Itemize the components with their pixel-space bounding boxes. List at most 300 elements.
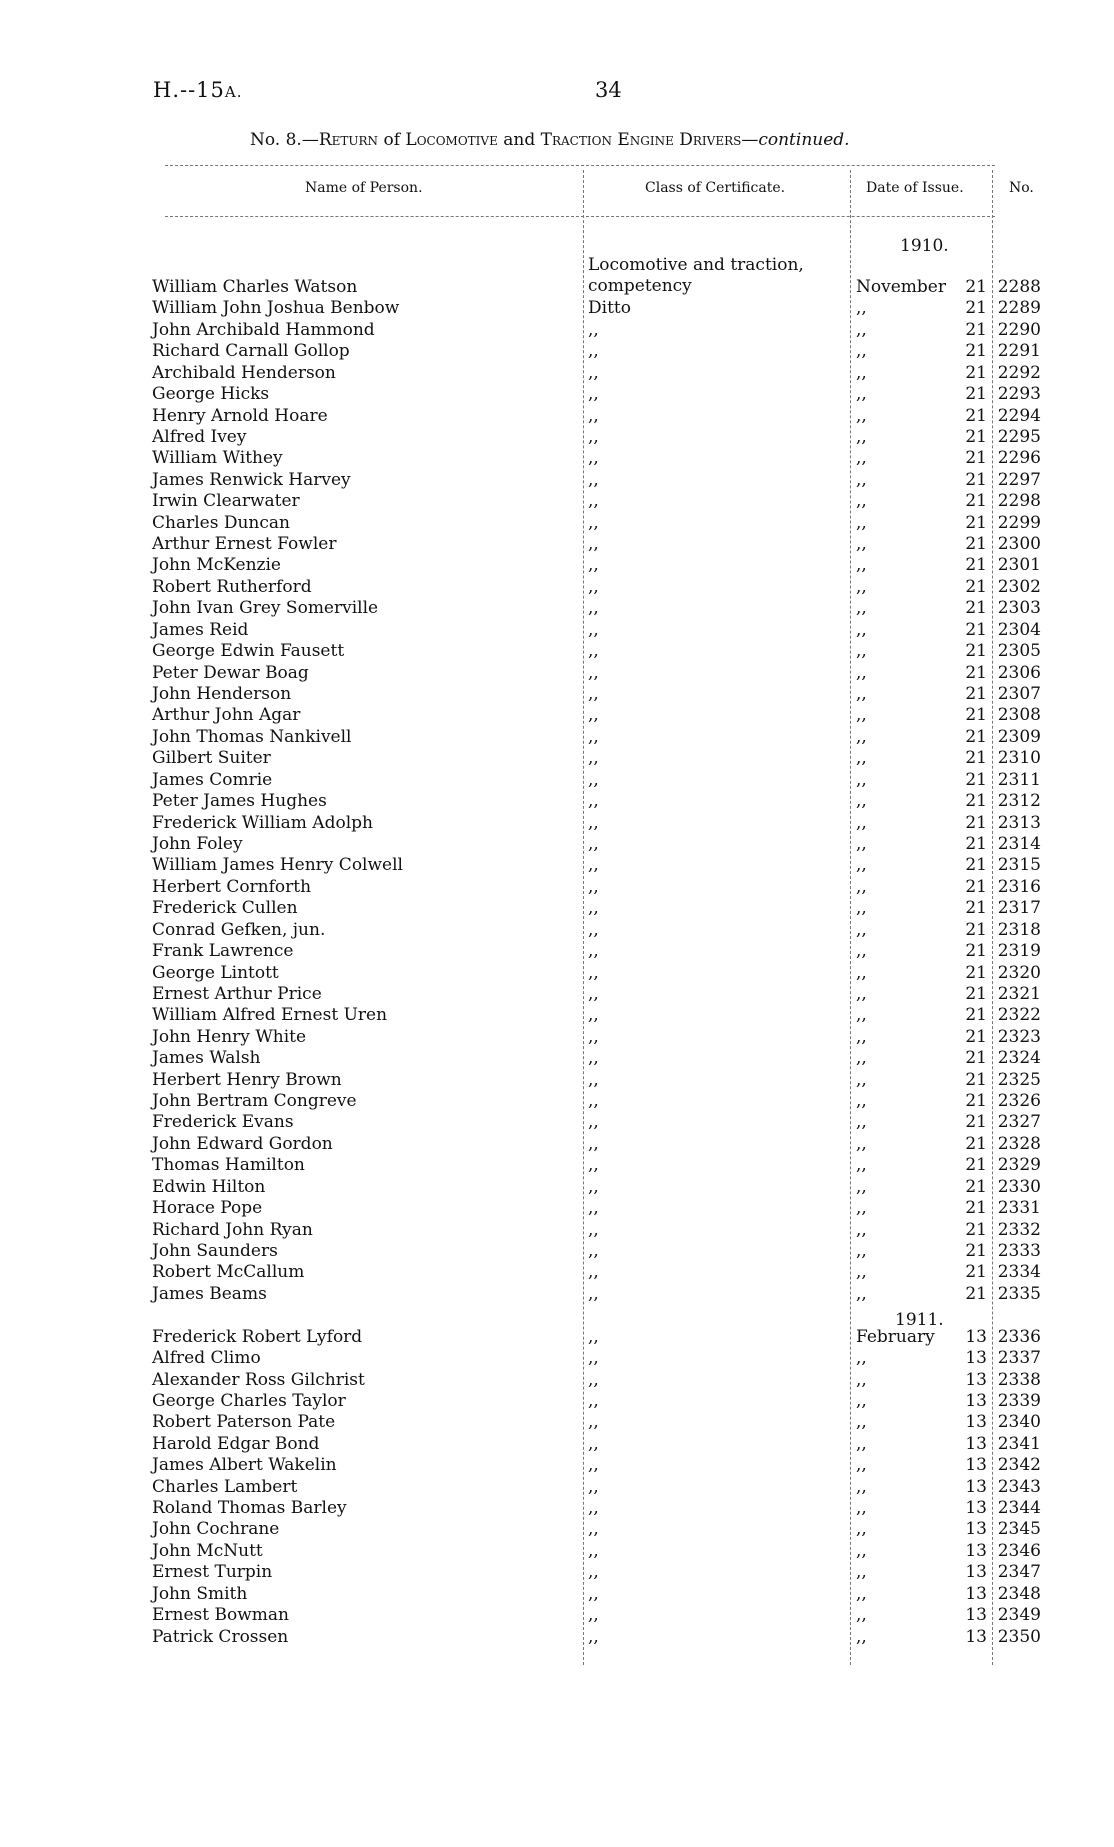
certificate-class xyxy=(580,1518,856,1539)
issue-date xyxy=(856,1068,991,1089)
table-row xyxy=(152,640,1041,661)
ditto-mark: ,, xyxy=(588,576,599,597)
certificate-number: 2345 xyxy=(997,1519,1041,1540)
certificate-class xyxy=(580,1368,856,1389)
driver-name: James Comrie xyxy=(152,769,273,790)
issue-date xyxy=(856,447,991,468)
issue-day: 21 xyxy=(965,534,987,555)
driver-name: Frederick William Adolph xyxy=(152,812,373,833)
driver-name: Archibald Henderson xyxy=(152,362,336,383)
ditto-mark: ,, xyxy=(588,1240,599,1261)
ditto-mark: ,, xyxy=(856,1369,867,1390)
issue-date xyxy=(856,1090,991,1111)
column-header-class: Class of Certificate. xyxy=(645,180,786,196)
certificate-number: 2343 xyxy=(997,1476,1041,1497)
issue-date xyxy=(856,833,991,854)
table-row xyxy=(152,1539,1041,1560)
issue-day: 21 xyxy=(965,426,987,447)
certificate-number: 2290 xyxy=(997,319,1041,340)
certificate-number: 2325 xyxy=(997,1069,1041,1090)
ditto-mark: ,, xyxy=(588,684,599,705)
driver-name: Richard Carnall Gollop xyxy=(152,341,350,362)
issue-day: 21 xyxy=(965,769,987,790)
certificate-class xyxy=(580,1197,856,1218)
ditto-mark: ,, xyxy=(856,1069,867,1090)
certificate-class: Locomotive and traction, competency xyxy=(588,255,804,296)
issue-day: 21 xyxy=(965,491,987,512)
ditto-mark: ,, xyxy=(856,748,867,769)
ditto-mark: ,, xyxy=(588,791,599,812)
ditto-mark: ,, xyxy=(856,405,867,426)
driver-name: George Hicks xyxy=(152,384,270,405)
ditto-mark: ,, xyxy=(856,1412,867,1433)
driver-name: Gilbert Suiter xyxy=(152,748,271,769)
table-row xyxy=(152,983,1041,1004)
certificate-number: 2344 xyxy=(997,1498,1041,1519)
certificate-class xyxy=(580,318,856,339)
table-row xyxy=(152,383,1041,404)
year-spacer-row xyxy=(152,1304,1041,1325)
issue-date xyxy=(856,1325,991,1346)
table-row xyxy=(152,704,1041,725)
certificate-class xyxy=(580,297,856,318)
certificate-class xyxy=(580,511,856,532)
certificate-number: 2313 xyxy=(997,812,1041,833)
issue-day: 21 xyxy=(965,876,987,897)
driver-name: John Foley xyxy=(152,833,243,854)
issue-day: 21 xyxy=(965,1091,987,1112)
issue-date xyxy=(856,1582,991,1603)
table-row xyxy=(152,1411,1041,1432)
issue-day: 21 xyxy=(965,1219,987,1240)
header-top-rule xyxy=(165,165,995,166)
driver-name: Ernest Arthur Price xyxy=(152,983,322,1004)
column-header-date: Date of Issue. xyxy=(866,180,964,196)
ditto-mark: ,, xyxy=(588,919,599,940)
ditto-mark: ,, xyxy=(856,298,867,319)
ditto-mark: ,, xyxy=(856,619,867,640)
issue-date xyxy=(856,983,991,1004)
ditto-mark: ,, xyxy=(856,1455,867,1476)
certificate-number: 2315 xyxy=(997,855,1041,876)
issue-day: 13 xyxy=(965,1605,987,1626)
certificate-class xyxy=(580,768,856,789)
ditto-mark: ,, xyxy=(856,341,867,362)
ditto-mark: ,, xyxy=(588,1540,599,1561)
certificate-number: 2339 xyxy=(997,1390,1041,1411)
ditto-mark: ,, xyxy=(856,962,867,983)
table-row xyxy=(152,854,1041,875)
ditto-mark: ,, xyxy=(588,876,599,897)
certificate-class xyxy=(580,1454,856,1475)
ditto-mark: ,, xyxy=(856,576,867,597)
issue-date xyxy=(856,1604,991,1625)
issue-day: 21 xyxy=(965,919,987,940)
issue-date xyxy=(856,961,991,982)
driver-name: William Withey xyxy=(152,448,283,469)
driver-name: John Henderson xyxy=(152,684,292,705)
certificate-number: 2317 xyxy=(997,898,1041,919)
table-row xyxy=(152,1582,1041,1603)
certificate-class xyxy=(580,704,856,725)
ditto-mark: ,, xyxy=(856,983,867,1004)
driver-name: John Henry White xyxy=(152,1026,307,1047)
certificate-number: 2324 xyxy=(997,1048,1041,1069)
certificate-class xyxy=(580,1132,856,1153)
driver-name: Alexander Ross Gilchrist xyxy=(152,1369,365,1390)
driver-name: Henry Arnold Hoare xyxy=(152,405,328,426)
issue-month: November xyxy=(856,277,946,297)
ditto-mark: ,, xyxy=(588,705,599,726)
issue-day: 21 xyxy=(965,448,987,469)
driver-name: James Beams xyxy=(152,1283,267,1304)
table-row xyxy=(152,597,1041,618)
table-row xyxy=(152,1111,1041,1132)
table-row xyxy=(152,1047,1041,1068)
issue-day: 21 xyxy=(965,1133,987,1154)
issue-day: 21 xyxy=(965,898,987,919)
driver-name: James Albert Wakelin xyxy=(152,1455,337,1476)
issue-date xyxy=(856,1175,991,1196)
certificate-number: 2346 xyxy=(997,1540,1041,1561)
certificate-class xyxy=(580,404,856,425)
table-row xyxy=(152,875,1041,896)
certificate-class xyxy=(580,725,856,746)
issue-date xyxy=(856,1390,991,1411)
driver-name: John Ivan Grey Somerville xyxy=(152,598,379,619)
table-row xyxy=(152,1325,1041,1346)
certificate-number: 2333 xyxy=(997,1240,1041,1261)
certificate-number: 2299 xyxy=(997,512,1041,533)
issue-day: 21 xyxy=(965,1069,987,1090)
certificate-class xyxy=(580,618,856,639)
ditto-mark: ,, xyxy=(856,512,867,533)
driver-name: Frederick Evans xyxy=(152,1112,294,1133)
ditto-mark: ,, xyxy=(588,534,599,555)
ditto-mark: ,, xyxy=(588,426,599,447)
certificate-number: 2319 xyxy=(997,941,1041,962)
ditto-mark: ,, xyxy=(856,791,867,812)
certificate-number: 2292 xyxy=(997,362,1041,383)
certificate-number: 2312 xyxy=(997,791,1041,812)
ditto-mark: ,, xyxy=(856,726,867,747)
driver-name: Peter Dewar Boag xyxy=(152,662,309,683)
issue-date xyxy=(856,725,991,746)
certificate-class xyxy=(580,640,856,661)
issue-date xyxy=(856,854,991,875)
issue-date xyxy=(856,533,991,554)
table-row xyxy=(152,1090,1041,1111)
document-reference: H.--15A. xyxy=(153,78,243,102)
issue-date xyxy=(856,1025,991,1046)
issue-date xyxy=(856,1625,991,1646)
issue-day: 21 xyxy=(965,684,987,705)
driver-name: William Charles Watson xyxy=(152,277,358,297)
certificate-number: 2348 xyxy=(997,1583,1041,1604)
certificate-number: 2340 xyxy=(997,1412,1041,1433)
issue-day: 21 xyxy=(965,576,987,597)
certificate-number: 2320 xyxy=(997,962,1041,983)
driver-name: James Reid xyxy=(152,619,249,640)
table-row xyxy=(152,1025,1041,1046)
table-row xyxy=(152,1604,1041,1625)
certificate-number: 2337 xyxy=(997,1348,1041,1369)
table-row xyxy=(152,511,1041,532)
ditto-mark: ,, xyxy=(588,1091,599,1112)
certificate-number: 2305 xyxy=(997,641,1041,662)
ditto-mark: ,, xyxy=(856,1390,867,1411)
driver-name: Herbert Henry Brown xyxy=(152,1069,342,1090)
issue-date xyxy=(856,511,991,532)
issue-date xyxy=(856,426,991,447)
issue-date xyxy=(856,1282,991,1303)
issue-day: 21 xyxy=(965,1176,987,1197)
issue-day: 21 xyxy=(965,384,987,405)
driver-name: George Lintott xyxy=(152,962,279,983)
certificate-number: 2349 xyxy=(997,1605,1041,1626)
ditto-text: Ditto xyxy=(588,298,631,319)
ditto-mark: ,, xyxy=(856,1240,867,1261)
certificate-class xyxy=(580,1218,856,1239)
driver-name: John Bertram Congreve xyxy=(152,1091,357,1112)
issue-day: 13 xyxy=(965,1433,987,1454)
table-row xyxy=(152,297,1041,318)
ditto-mark: ,, xyxy=(856,491,867,512)
ditto-mark: ,, xyxy=(588,598,599,619)
table-row xyxy=(152,318,1041,339)
ditto-mark: ,, xyxy=(588,1605,599,1626)
issue-day: 21 xyxy=(965,812,987,833)
issue-date xyxy=(856,404,991,425)
certificate-number: 2314 xyxy=(997,833,1041,854)
issue-day: 13 xyxy=(965,1390,987,1411)
issue-day: 21 xyxy=(965,341,987,362)
certificate-number: 2322 xyxy=(997,1005,1041,1026)
table-row xyxy=(152,255,1041,297)
certificate-class xyxy=(580,533,856,554)
issue-date xyxy=(856,1475,991,1496)
table-row xyxy=(152,1390,1041,1411)
driver-name: Ernest Turpin xyxy=(152,1562,273,1583)
table-row xyxy=(152,1154,1041,1175)
issue-day: 21 xyxy=(965,748,987,769)
issue-date xyxy=(856,640,991,661)
driver-name: George Charles Taylor xyxy=(152,1390,346,1411)
table-row xyxy=(152,1132,1041,1153)
issue-day: 21 xyxy=(965,277,987,297)
issue-date xyxy=(856,554,991,575)
certificate-class xyxy=(580,1111,856,1132)
certificate-number: 2307 xyxy=(997,684,1041,705)
ditto-mark: ,, xyxy=(856,384,867,405)
ditto-mark: ,, xyxy=(588,769,599,790)
certificate-number: 2308 xyxy=(997,705,1041,726)
drivers-table-body xyxy=(152,255,1041,1647)
certificate-number: 2342 xyxy=(997,1455,1041,1476)
ditto-mark: ,, xyxy=(856,426,867,447)
certificate-class xyxy=(580,1561,856,1582)
certificate-number: 2303 xyxy=(997,598,1041,619)
table-row xyxy=(152,1261,1041,1282)
driver-name: William Alfred Ernest Uren xyxy=(152,1005,388,1026)
issue-date xyxy=(856,1047,991,1068)
issue-date xyxy=(856,1561,991,1582)
ditto-mark: ,, xyxy=(588,1069,599,1090)
ditto-mark: ,, xyxy=(588,512,599,533)
certificate-class xyxy=(580,897,856,918)
driver-name: Frederick Cullen xyxy=(152,898,298,919)
driver-name: Peter James Hughes xyxy=(152,791,327,812)
certificate-number: 2327 xyxy=(997,1112,1041,1133)
certificate-class xyxy=(580,468,856,489)
ditto-mark: ,, xyxy=(588,1498,599,1519)
year-1910: 1910. xyxy=(900,236,949,256)
table-row xyxy=(152,1475,1041,1496)
driver-name: Frederick Robert Lyford xyxy=(152,1326,363,1347)
ditto-mark: ,, xyxy=(588,1133,599,1154)
driver-name: William James Henry Colwell xyxy=(152,855,403,876)
ditto-mark: ,, xyxy=(856,641,867,662)
table-row xyxy=(152,575,1041,596)
issue-day: 21 xyxy=(965,298,987,319)
ditto-mark: ,, xyxy=(856,1155,867,1176)
certificate-class xyxy=(580,1025,856,1046)
ditto-mark: ,, xyxy=(588,1026,599,1047)
ditto-mark: ,, xyxy=(588,1562,599,1583)
ditto-mark: ,, xyxy=(856,469,867,490)
issue-date xyxy=(856,361,991,382)
issue-day: 13 xyxy=(965,1326,987,1347)
ditto-mark: ,, xyxy=(856,855,867,876)
column-header-number: No. xyxy=(1009,180,1034,196)
certificate-number: 2329 xyxy=(997,1155,1041,1176)
certificate-class xyxy=(580,683,856,704)
issue-day: 21 xyxy=(965,1240,987,1261)
table-row xyxy=(152,1175,1041,1196)
issue-date xyxy=(856,490,991,511)
issue-date xyxy=(856,747,991,768)
certificate-class xyxy=(580,918,856,939)
column-header-name: Name of Person. xyxy=(305,180,423,196)
issue-day: 13 xyxy=(965,1562,987,1583)
ditto-mark: ,, xyxy=(588,662,599,683)
issue-day: 21 xyxy=(965,641,987,662)
driver-name: John McNutt xyxy=(152,1540,263,1561)
certificate-class xyxy=(580,1154,856,1175)
ditto-mark: ,, xyxy=(588,748,599,769)
driver-name: Alfred Climo xyxy=(152,1348,261,1369)
ditto-mark: ,, xyxy=(856,448,867,469)
ditto-mark: ,, xyxy=(588,405,599,426)
issue-day: 13 xyxy=(965,1583,987,1604)
issue-date xyxy=(856,875,991,896)
ditto-mark: ,, xyxy=(588,1198,599,1219)
certificate-class xyxy=(580,575,856,596)
certificate-number: 2311 xyxy=(997,769,1041,790)
table-row xyxy=(152,1497,1041,1518)
certificate-class xyxy=(580,1539,856,1560)
certificate-number: 2300 xyxy=(997,534,1041,555)
ditto-mark: ,, xyxy=(588,1519,599,1540)
ditto-mark: ,, xyxy=(856,1005,867,1026)
driver-name: John Saunders xyxy=(152,1240,278,1261)
ditto-mark: ,, xyxy=(856,555,867,576)
table-row xyxy=(152,468,1041,489)
table-row xyxy=(152,683,1041,704)
ditto-mark: ,, xyxy=(588,1390,599,1411)
certificate-class xyxy=(580,1282,856,1303)
issue-day: 21 xyxy=(965,555,987,576)
ditto-mark: ,, xyxy=(856,833,867,854)
ditto-mark: ,, xyxy=(856,1026,867,1047)
ditto-mark: ,, xyxy=(588,1455,599,1476)
issue-date xyxy=(856,790,991,811)
certificate-class xyxy=(580,554,856,575)
certificate-class xyxy=(580,961,856,982)
issue-date xyxy=(856,1218,991,1239)
ditto-mark: ,, xyxy=(588,898,599,919)
table-row xyxy=(152,447,1041,468)
ditto-mark: ,, xyxy=(856,1283,867,1304)
ditto-mark: ,, xyxy=(856,1091,867,1112)
certificate-class xyxy=(580,940,856,961)
certificate-class xyxy=(580,1240,856,1261)
table-row xyxy=(152,618,1041,639)
issue-date xyxy=(856,1368,991,1389)
issue-day: 21 xyxy=(965,855,987,876)
ditto-mark: ,, xyxy=(588,1112,599,1133)
table-row xyxy=(152,1218,1041,1239)
certificate-class xyxy=(580,1068,856,1089)
certificate-number: 2332 xyxy=(997,1219,1041,1240)
issue-date xyxy=(856,1518,991,1539)
ditto-mark: ,, xyxy=(856,705,867,726)
ditto-mark: ,, xyxy=(588,491,599,512)
issue-date xyxy=(856,1411,991,1432)
issue-date xyxy=(856,468,991,489)
ditto-mark: ,, xyxy=(856,1540,867,1561)
ditto-mark: ,, xyxy=(588,1326,599,1347)
driver-name: Edwin Hilton xyxy=(152,1176,266,1197)
issue-day: 13 xyxy=(965,1348,987,1369)
ditto-mark: ,, xyxy=(588,555,599,576)
certificate-class xyxy=(580,490,856,511)
issue-date xyxy=(856,297,991,318)
certificate-class xyxy=(580,1432,856,1453)
ditto-mark: ,, xyxy=(588,833,599,854)
driver-name: George Edwin Fausett xyxy=(152,641,345,662)
certificate-number: 2288 xyxy=(997,277,1041,297)
ditto-mark: ,, xyxy=(588,1048,599,1069)
year-1911: 1911. xyxy=(895,1310,944,1330)
issue-date xyxy=(856,1347,991,1368)
ditto-mark: ,, xyxy=(588,641,599,662)
issue-date xyxy=(856,897,991,918)
certificate-class xyxy=(580,1347,856,1368)
certificate-class xyxy=(580,1582,856,1603)
certificate-class xyxy=(580,1604,856,1625)
ditto-mark: ,, xyxy=(588,448,599,469)
issue-day: 21 xyxy=(965,662,987,683)
table-row xyxy=(152,790,1041,811)
issue-date xyxy=(856,597,991,618)
certificate-class xyxy=(580,790,856,811)
issue-day: 13 xyxy=(965,1519,987,1540)
issue-date xyxy=(856,383,991,404)
issue-day: 21 xyxy=(965,1198,987,1219)
driver-name: Alfred Ivey xyxy=(152,426,247,447)
certificate-number: 2321 xyxy=(997,983,1041,1004)
